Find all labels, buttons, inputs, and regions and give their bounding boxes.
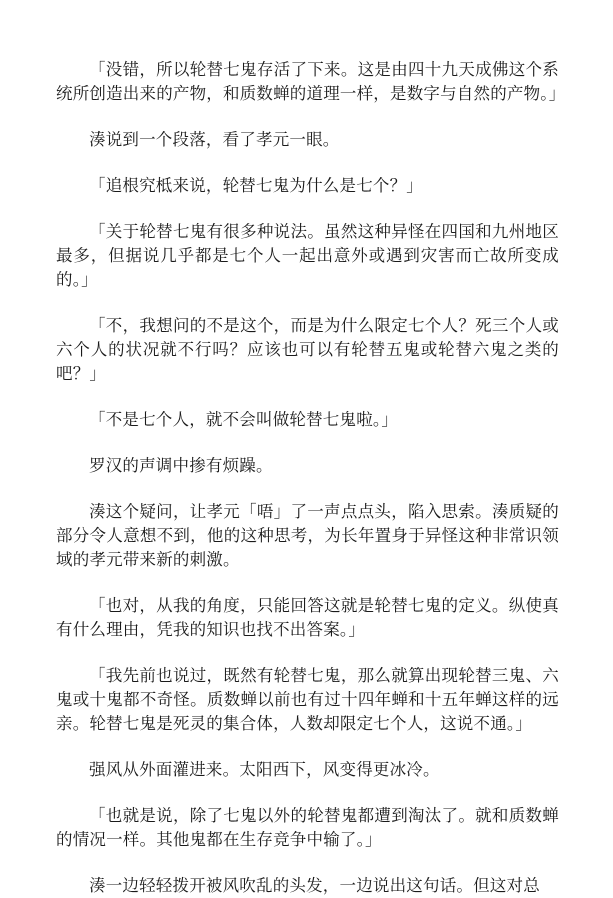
- paragraph-7: 罗汉的声调中掺有烦躁。: [89, 456, 273, 475]
- paragraph-10: 「我先前也说过，既然有轮替七鬼，那么就算出现轮替三鬼、六鬼或十鬼都不奇怪。质数蝉以前也有过十四年蝉和十五年蝉这样的远亲。轮替七鬼是死灵的集合体，人数却限定七个人，这说不通。」: [56, 666, 559, 733]
- paragraph-3: 「追根究柢来说，轮替七鬼为什么是七个？」: [89, 176, 423, 195]
- paragraph-12: 「也就是说，除了七鬼以外的轮替鬼都遭到淘汰了。就和质数蝉的情况一样。其他鬼都在生存竞争中输了。」: [56, 806, 559, 849]
- paragraph-1: 「没错，所以轮替七鬼存活了下来。这是由四十九天成佛这个系统所创造出来的产物，和质数蝉的道理一样，是数字与自然的产物。」: [56, 60, 566, 103]
- paragraph-8: 湊这个疑问，让孝元「唔」了一声点点头，陷入思索。湊质疑的部分令人意想不到，他的这种思考，为长年置身于异怪这种非常识领域的孝元带来新的刺激。: [56, 502, 559, 569]
- paragraph-5: 「不，我想问的不是这个，而是为什么限定七个人？死三个人或六个人的状况就不行吗？应该也可以有轮替五鬼或轮替六鬼之类的吧？」: [56, 316, 559, 383]
- paragraph-9: 「也对，从我的角度，只能回答这就是轮替七鬼的定义。纵使真有什么理由，凭我的知识也找不出答案。」: [56, 596, 559, 639]
- paragraph-4: 「关于轮替七鬼有很多种说法。虽然这种异怪在四国和九州地区最多，但据说几乎都是七个人一起出意外或遇到灾害而亡故所变成的。」: [56, 222, 559, 289]
- paragraph-2: 湊说到一个段落，看了孝元一眼。: [89, 130, 340, 149]
- paragraph-11: 强风从外面灌进来。太阳西下，风变得更冰冷。: [89, 760, 440, 779]
- paragraph-13: 湊一边轻轻拨开被风吹乱的头发，一边说出这句话。但这对总: [89, 876, 540, 895]
- paragraph-6: 「不是七个人，就不会叫做轮替七鬼啦。」: [89, 410, 399, 429]
